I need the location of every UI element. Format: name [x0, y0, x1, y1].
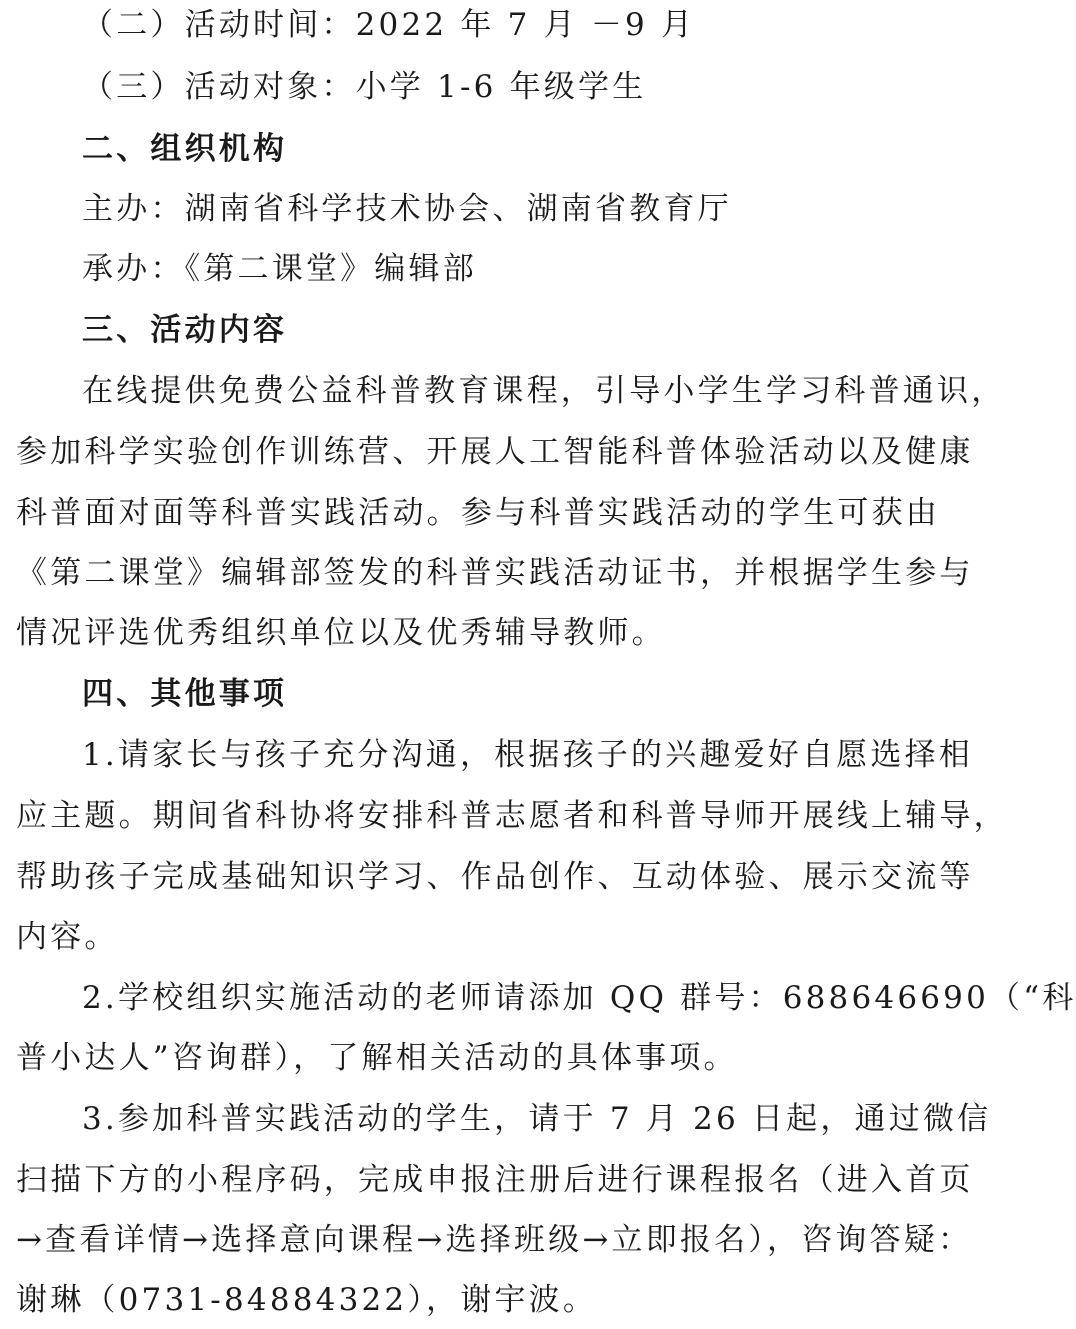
item-3-line: →查看详情→选择意向课程→选择班级→立即报名），咨询答疑：	[16, 1222, 973, 1258]
section-heading-organization: 二、组织机构	[82, 131, 288, 167]
activity-time: （二）活动时间：2022 年 7 月 －9 月	[82, 7, 696, 43]
content-paragraph-line: 科普面对面等科普实践活动。参与科普实践活动的学生可获由	[16, 495, 940, 531]
item-3-line: 3.参加科普实践活动的学生，请于 7 月 26 日起，通过微信	[82, 1101, 992, 1137]
item-1-line: 内容。	[16, 919, 119, 955]
item-3-line: 谢琳（0731-84884322），谢宇波。	[16, 1282, 598, 1318]
item-1-line: 应主题。期间省科协将安排科普志愿者和科普导师开展线上辅导，	[16, 798, 1008, 834]
section-heading-content: 三、活动内容	[82, 312, 288, 348]
content-paragraph-line: 情况评选优秀组织单位以及优秀辅导教师。	[16, 615, 666, 651]
item-1-line: 帮助孩子完成基础知识学习、作品创作、互动体验、展示交流等	[16, 859, 974, 895]
item-3-line: 扫描下方的小程序码，完成申报注册后进行课程报名（进入首页	[16, 1162, 974, 1198]
item-1-line: 1.请家长与孩子充分沟通，根据孩子的兴趣爱好自愿选择相	[82, 737, 973, 773]
content-paragraph-line: 参加科学实验创作训练营、开展人工智能科普体验活动以及健康	[16, 434, 974, 470]
item-2-line: 普小达人”咨询群），了解相关活动的具体事项。	[16, 1040, 738, 1076]
host-line: 主办：湖南省科学技术协会、湖南省教育厅	[82, 191, 732, 227]
activity-target: （三）活动对象：小学 1-6 年级学生	[82, 69, 647, 105]
content-paragraph-line: 《第二课堂》编辑部签发的科普实践活动证书，并根据学生参与	[16, 555, 974, 591]
item-2-line: 2.学校组织实施活动的老师请添加 QQ 群号：688646690（“科	[82, 980, 1076, 1016]
content-paragraph-line: 在线提供免费公益科普教育课程，引导小学生学习科普通识，	[82, 373, 1006, 409]
organizer-line: 承办：《第二课堂》编辑部	[82, 251, 477, 287]
section-heading-other: 四、其他事项	[82, 676, 288, 712]
